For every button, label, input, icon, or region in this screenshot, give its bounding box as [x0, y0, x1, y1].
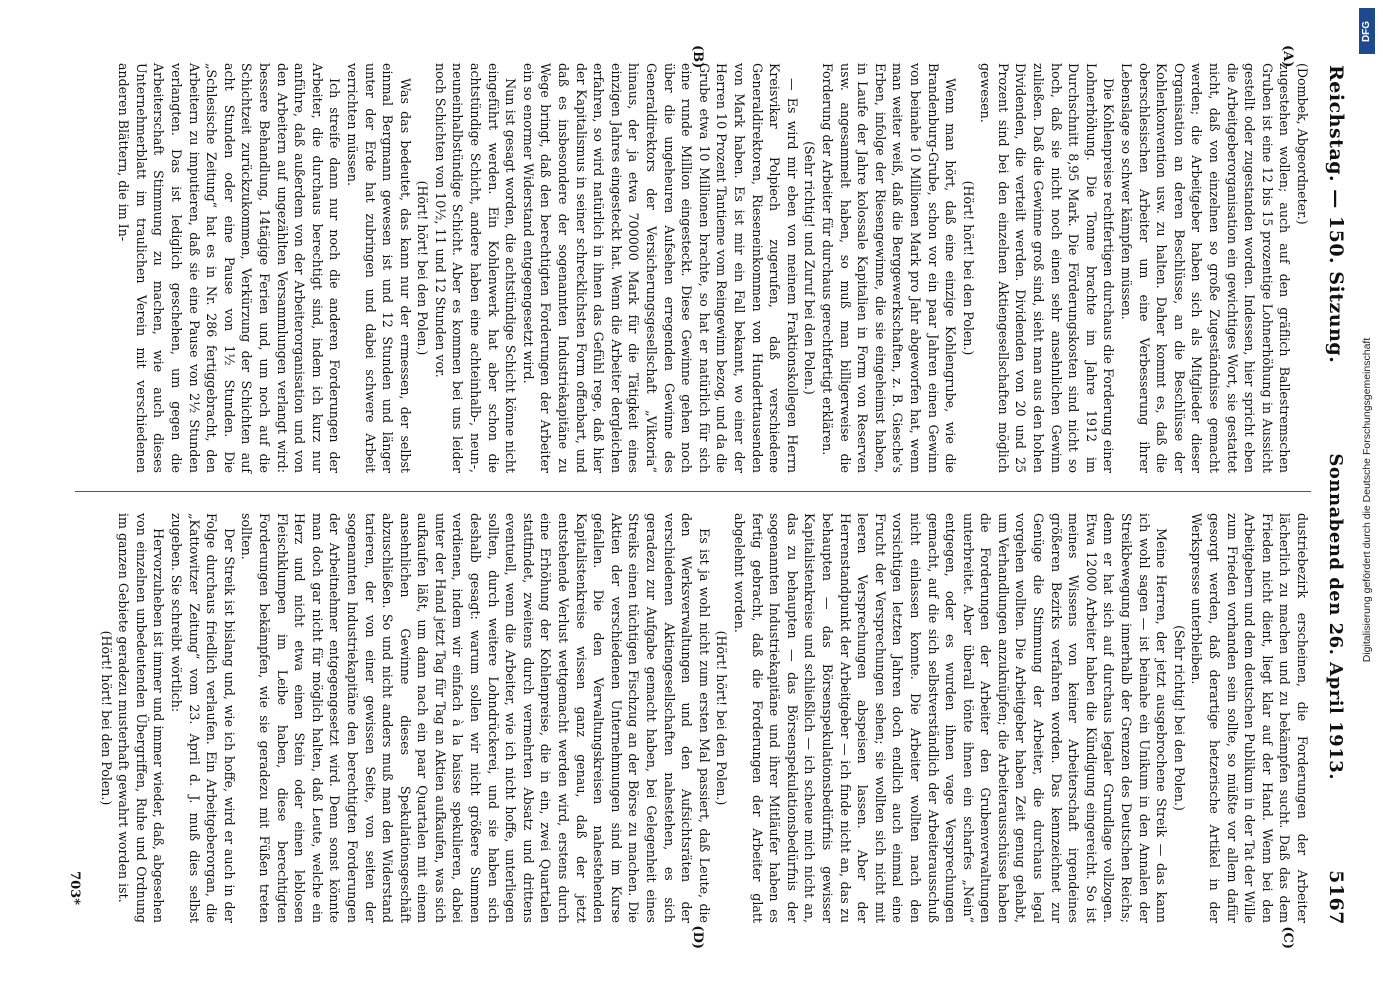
- speaker-note: (Dombek, Abgeordneter.): [1295, 63, 1310, 225]
- funding-note: [1357, 10, 1377, 990]
- interjection: (Sehr richtig! und Zuruf bei den Polen.): [802, 141, 818, 395]
- interjection: (Hört! hört! bei den Polen.): [714, 630, 730, 806]
- quotation: Hervorzuheben ist immer und immer wieder, daß, abgesehen von einzelnen unbedeutenden Übergriffen, Ruhe und Ordnung im ganzen Gebiete geradezu musterhaft gewahrt worden ist.: [116, 513, 167, 923]
- paragraph: Ich streife dann nur noch die anderen Forderungen der Arbeiter, die durchaus berechtigt sind, indem ich kurz nur anführe, daß außerdem von der Arbeiterorganisation und von den Arbeitern auf ungezählten Versammlungen verlangt wird: bessere Behandlung, 14tägige Ferien und, um noch auf die Schichtzeit zurückzukommen, Verkürzung der Schichten auf acht Stunden oder eine Pause von 1½ Stunden. Die „Schlesische Zeitung“ hat es in Nr. 286 fertiggebracht, den Arbeitern zu imputieren, daß sie eine Pause von 2½ Stunden verlangten. Das ist lediglich geschehen, um gegen die Arbeiterschaft Stimmung zu machen, wie auch dieses Unternehmerblatt im traulichen Verein mit verschiedenen anderen Blättern, die im In-: [116, 63, 343, 473]
- dfg-logo-text: DFG: [1361, 20, 1373, 42]
- paragraph: Wenn man hört, daß eine einzige Kohlengrube, wie die Brandenburg-Grube, schon vor ein paar Jahren einen Gewinn von beinahe 10 Millionen Mark pro Jahr abgeworfen hat, wenn man weiter weiß, daß die Berggewerkschaften, z. B. Giesche's Erben, infolge der Riesengewinne, die sie eingeheimst haben, in Laufe der Jahre kolossale Kapitalien in Form von Reserven usw. angesammelt haben, so muß man billigerweise die Forderung der Arbeiter für durchaus gerechtfertigt erklären.: [819, 63, 959, 473]
- dfg-logo: [1359, 8, 1375, 54]
- interjection: (Hört! hört! bei den Polen.): [415, 180, 431, 356]
- paragraph: Der Streik ist bislang und, wie ich hoffe, wird er auch in der Folge durchaus friedlich verlaufen. Ein Arbeitgeberorgan, die „Kattowitzer Zeitung“ vom 23. April d. J. muß dies selbst zugeben. Sie schreibt wörtlich:: [169, 513, 237, 923]
- column-divider: [75, 491, 1311, 492]
- margin-marker-a: (A): [1280, 45, 1295, 68]
- page-wrapper: [60, 0, 1360, 1000]
- paragraph: — Es wird mir eben von meinem Fraktionskollegen Herrn Kreisvikar Polpiech zugerufen, daß verschiedene Generaldirektoren, Rieseneinkommen von Hunderttausenden von Mark haben. Es ist mir ein Fall bekannt, wo einer der Herren 10 Prozent Tantieme vom Reingewinn bezog, und da die Grube etwa 10 Millionen brachte, so hat er natürlich für sich eine runde Million eingesteckt. Diese Gewinne gehen noch über die ungeheuren Aufsehen erregenden Gewinne des Generaldirektors der Versicherungsgesellschaft „Viktoria“ hinaus, der ja etwa 700000 Mark für die Tätigkeit eines einzigen Jahres eingesteckt hat. Wenn die Arbeiter dergleichen erfahren, so wird natürlich in ihnen das Gefühl rege, daß hier der Kapitalismus in seiner schrecklichsten Form offenbart, und daß es insbesondere der sogenannten Industriekapitäne zu Wege bringt, daß den berechtigten Forderungen der Arbeiter ein so enormer Widerstand entgegengesetzt wird.: [520, 63, 800, 473]
- left-column: [75, 63, 1311, 473]
- paragraph: Die Kohlenpreise rechtfertigen durchaus die Forderung einer Lohnerhöhung. Die Tonne brachte im Jahre 1912 im Durchschnitt 8,95 Mark. Die Förderungskosten sind nicht so hoch, daß sie nicht noch einen sehr ansehnlichen Gewinn zuließen. Daß die Gewinne groß sind, sieht man aus den hohen Dividenden, die verteilt werden. Dividenden von 20 und 25 Prozent sind bei den einzelnen Aktiengesellschaften möglich gewesen.: [978, 63, 1117, 473]
- margin-marker-d: (D): [690, 925, 705, 949]
- paragraph: Was das bedeutet, das kann nur der ermessen, der selbst einmal Bergmann gewesen ist und 12 Stunden und länger unter der Erde hat zubringen und dabei schwere Arbeit verrichten müssen.: [344, 63, 413, 473]
- sheet-signature: 703*: [67, 871, 82, 905]
- page-number: 5167: [1325, 870, 1347, 925]
- paragraph: zugestehen wollen; auch auf den gräflich Ballestremschen Gruben ist eine 12 bis 15 prozentige Lohnerhöhung in Aussicht gestellt oder zugestanden worden. Indessen, hier spricht eben die Arbeitgeberorganisation ein gewichtiges Wort, sie gestattet nicht, daß von einzelnen so große Zugeständnisse gemacht werden; die Arbeitgeber haben sich als Mitglieder dieser Organisation an deren Beschlüsse, an die Beschlüsse der Kohlenkonvention usw. zu halten. Daher kommt es, daß die oberschlesischen Arbeiter um eine Verbesserung ihrer Lebenslage so schwer kämpfen müssen.: [1119, 63, 1293, 473]
- header-left: Reichstag. — 150. Sitzung.: [1325, 65, 1347, 364]
- header-date: Sonnabend den 26. April 1913.: [1325, 453, 1346, 781]
- paragraph: Es ist ja wohl nicht zum ersten Mal passiert, daß Leute, die den Werksverwaltungen und den Aufsichtsräten der verschiedenen Aktiengesellschaften nahestehen, es sich geradezu zur Aufgabe gemacht haben, bei Gelegenheit eines Streiks einen tüchtigen Fischzug an der Börse zu machen. Die Aktien der verschiedenen Unternehmungen sind im Kurse gefallen. Die den Verwaltungskreisen nahestehenden Kapitalistenkreise wissen ganz genau, daß der jetzt entstehende Verlust wettgemacht werden wird, erstens durch eine Erhöhung der Kohlenpreise, die in ein, zwei Quartalen stattfindet, zweitens durch vermehrten Absatz und drittens eventuell, wenn die Arbeiter, wie ich nicht hoffe, unterliegen sollten, durch weitere Lohndrückerei, und sie haben sich deshalb gesagt: warum sollen wir nicht größere Summen verdienen, indem wir einfach à la baisse spekulieren, dabei unter der Hand jetzt Tag für Tag an Aktien aufkaufen, was sich aufkaufen läßt, um dann nach ein paar Quartalen mit einem ansehnlichen Gewinne dieses Spekulationsgeschäft abzuschließen. So und nicht anders muß man den Widerstand tarieren, der von einer gewissen Seite, von seiten der sogenannten Industriekapitäne den berechtigten Forderungen der Arbeitnehmer entgegengesetzt wird. Denn sonst könnte man doch gar nicht für möglich halten, daß Leute, welche ein Herz und nicht etwa einen Stein oder einen leblosen Fleischklumpen im Leibe haben, diese berechtigten Forderungen bekämpfen, wie sie geradezu mit Füßen treten sollten.: [239, 513, 712, 923]
- paragraph: dustriebezirk erscheinen, die Forderungen der Arbeiter lächerlich zu machen und zu bekämpfen sucht. Daß das dem Frieden nicht dient, liegt klar auf der Hand. Wenn bei den Arbeitgebern und dem deutschen Publikum in der Tat der Wille zum Frieden vorhanden sein sollte, so müßte vor allem dafür gesorgt werden, daß derartige hetzerische Artikel in der Werkspresse unterbleiben.: [1189, 513, 1310, 923]
- paragraph: Nun ist gesagt worden, die achtstündige Schicht könne nicht eingeführt werden. Ein Kohlenwerk hat aber schon die achtstündige Schicht, andere haben eine achteinhalb-, neun-, neuneinhalbstündige Schicht. Aber es kommen bei uns leider noch Schichten von 10½, 11 und 12 Stunden vor.: [432, 63, 519, 473]
- interjection: (Sehr richtig! bei den Polen.): [1171, 625, 1187, 811]
- margin-marker-b: (B): [690, 45, 705, 69]
- margin-marker-c: (C): [1280, 926, 1295, 949]
- right-column: [75, 513, 1311, 923]
- page-header: [1319, 65, 1347, 925]
- paragraph: Meine Herren, der jetzt ausgebrochene Streik — das kann ich wohl sagen — ist beinahe ein Unikum in den Annalen der Streikbewegung innerhalb der Grenzen des Deutschen Reichs; denn er hat sich auf durchaus legaler Grundlage vollzogen. Etwa 12000 Arbeiter haben die Kündigung eingereicht. So ist meines Wissens von keiner Arbeiterschaft irgendeines größeren Bezirks verfahren worden. Das kennzeichnet zur Genüge die Stimmung der Arbeiter, die durchaus legal vorgehen wollten. Die Arbeitgeber haben Zeit genug gehabt, um Verhandlungen anzuknüpfen; die Arbeiterausschüsse haben die Forderungen der Arbeiter den Grubenverwaltungen unterbreitet. Aber überall tönte ihnen ein scharfes „Nein“ entgegen, oder es wurden ihnen vage Versprechungen gemacht, auf die sich selbstverständlich der Arbeiterausschuß nicht einlassen konnte. Die Arbeiter wollten nach den vorsichtigen letzten Jahren doch endlich auch einmal eine Frucht der Versprechungen sehen; sie wollten sich nicht mit leeren Versprechungen abspeisen lassen. Aber der Herrenstandpunkt der Arbeitgeber — ich finde nicht an, das zu behaupten — das Börsenspekulationsbedürfnis gewisser Kapitalistenkreise und schließlich — ich scheue mich nicht an, das zu behaupten — das Börsenspekulationsbedürfnis der sogenannten Industriekapitäne und ihrer Mitläufer haben es fertig gebracht, daß die Forderungen der Arbeiter glatt abgelehnt worden.: [732, 513, 1170, 923]
- document-page: [65, 45, 1355, 949]
- interjection: (Hört! hört! bei den Polen.): [960, 180, 976, 356]
- interjection: (Hört! hört! bei den Polen.): [98, 630, 114, 806]
- funding-note-text: Digitalisierung gefördert durch die Deutsche Forschungsgemeinschaft: [1361, 337, 1373, 663]
